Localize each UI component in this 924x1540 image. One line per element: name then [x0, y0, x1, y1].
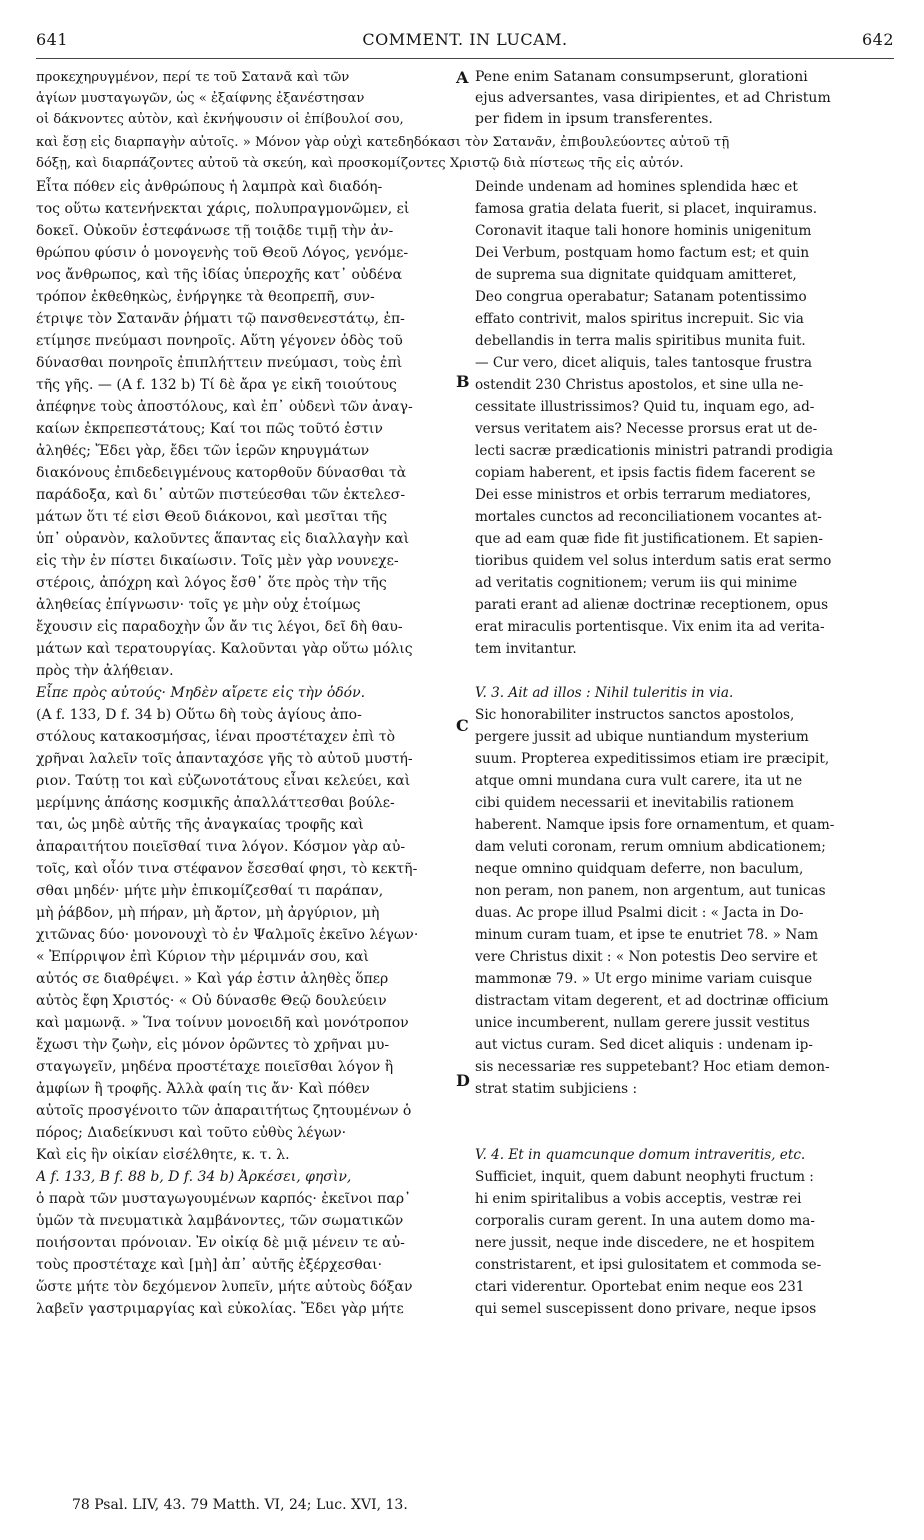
page-number-left: 641 — [36, 30, 69, 49]
text-line: σταγωγεῖν, μηδένα προστέταχε ποιεῖσθαι λόγον ἢ — [36, 1059, 394, 1075]
text-line: θρώπου φύσιν ὁ μονογενὴς τοῦ Θεοῦ Λόγος, γενόμε- — [36, 245, 409, 261]
text-line: pergere jussit ad ubique nuntiandum mysterium — [475, 729, 809, 745]
text-line: τοὺς προστέταχε καὶ [μὴ] ἀπ᾽ αὐτῆς ἐξέρχεσθαι· — [36, 1257, 383, 1273]
text-line: μάτων καὶ τερατουργίας. Καλοῦνται γὰρ οὕτω μόλις — [36, 641, 413, 657]
text-line: strat statim subjiciens : — [475, 1081, 638, 1097]
verse-heading: V. 4. Et in quamcunque domum intraveritis, etc. — [475, 1147, 806, 1163]
text-line: ἀμφίων ἢ τροφῆς. Ἀλλὰ φαίη τις ἄν· Καὶ πόθεν — [36, 1081, 370, 1097]
text-line: ὁ παρὰ τῶν μυσταγωγουμένων καρπός· ἐκεῖνοι παρ᾽ — [36, 1191, 412, 1207]
text-line: copiam haberent, et ipsis factis fidem facerent se — [475, 465, 816, 481]
text-line: Sic honorabiliter instructos sanctos apostolos, — [475, 707, 795, 723]
top-latin-line: Pene enim Satanam consumpserunt, glorationi — [475, 69, 808, 85]
text-line: Coronavit itaque tali honore hominis unigenitum — [475, 223, 812, 239]
text-line: ἔχουσιν εἰς παραδοχὴν ὧν ἄν τις λέγοι, δεῖ δὴ θαυ- — [36, 619, 403, 635]
text-line: νος ἄνθρωπος, καὶ τῆς ἰδίας ὑπεροχῆς κατ᾽ οὐδένα — [36, 267, 403, 283]
text-line: λαβεῖν γαστριμαργίας καὶ εὐκολίας. Ἔδει γὰρ μήτε — [36, 1301, 404, 1317]
top-greek-line-wide: δόξῃ, καὶ διαρπάζοντες αὐτοῦ τὰ σκεύη, καὶ προσκομίζοντες Χριστῷ διὰ πίστεως τῆς εἰς αὐτόν. — [36, 156, 684, 171]
text-line: unice incumberent, nullam gerere jussit vestitus — [475, 1015, 810, 1031]
text-line: παράδοξα, καὶ δι᾽ αὐτῶν πιστεύεσθαι τῶν ἐκτελεσ- — [36, 487, 406, 503]
page-number-right: 642 — [861, 30, 894, 49]
text-line: ὑμῶν τὰ πνευματικὰ λαμβάνοντες, τῶν σωματικῶν — [36, 1213, 404, 1229]
text-line — [475, 1122, 889, 1144]
verse-heading: A f. 133, B f. 88 b, D f. 34 b) Ἀρκέσει, φησὶν, — [36, 1169, 352, 1185]
text-line: ostendit 230 Christus apostolos, et sine ulla ne- — [475, 377, 804, 393]
text-line: ἀπέφηνε τοὺς ἀποστόλους, καὶ ἐπ᾽ οὐδενὶ τῶν ἀναγ- — [36, 399, 413, 415]
text-line: haberent. Namque ipsis fore ornamentum, et quam- — [475, 817, 835, 833]
text-line: hi enim spiritalibus a vobis acceptis, vestræ rei — [475, 1191, 802, 1207]
text-line: ἀπαραιτήτου ποιεῖσθαί τινα λόγον. Κόσμον γὰρ αὐ- — [36, 839, 406, 855]
text-line: lecti sacræ prædicationis ministri patrandi prodigia — [475, 443, 834, 459]
text-line: ἀληθές; Ἔδει γὰρ, ἔδει τῶν ἱερῶν κηρυγμάτων — [36, 443, 370, 459]
top-latin-line: ejus adversantes, vasa diripientes, et ad Christum — [475, 90, 831, 106]
text-line: parati erant ad alienæ doctrinæ receptionem, opus — [475, 597, 829, 613]
text-line: vere Christus dixit : « Non potestis Deo servire et — [475, 949, 818, 965]
text-line: ctari viderentur. Oportebat enim neque eos 231 — [475, 1279, 805, 1295]
running-header — [36, 30, 894, 54]
text-line: Deinde undenam ad homines splendida hæc et — [475, 179, 798, 195]
top-greek-line: ἁγίων μυσταγωγῶν, ὡς « ἐξαίφνης ἐξανέστησαν — [36, 91, 365, 106]
text-line: neque omnino quidquam deferre, non baculum, — [475, 861, 804, 877]
text-line: έτριψε τὸν Σατανᾶν ῥήματι τῷ πανσθενεστάτῳ, ἐπ- — [36, 311, 405, 327]
text-line: μὴ ῥάβδον, μὴ πήραν, μὴ ἄρτον, μὴ ἀργύριον, μὴ — [36, 905, 380, 921]
text-line: τος οὕτω κατενήνεκται χάρις, πολυπραγμονῶμεν, εἰ — [36, 201, 410, 217]
text-line: « Ἐπίρριψον ἐπὶ Κύριον τὴν μέριμνάν σου, καὶ — [36, 949, 369, 965]
text-line: cessitate illustrissimos? Quid tu, inquam ego, ad- — [475, 399, 815, 415]
latin-column — [475, 176, 889, 1320]
text-line: distractam vitam degerent, et ad doctrinæ officium — [475, 993, 829, 1009]
text-line: χιτῶνας δύο· μονονουχὶ τὸ ἐν Ψαλμοῖς ἐκεῖνο λέγων· — [36, 927, 419, 943]
text-line: μάτων ὅτι τέ εἰσι Θεοῦ διάκονοι, καὶ μεσῖται τῆς — [36, 509, 388, 525]
text-line: δοκεῖ. Οὐκοῦν ἐστεφάνωσε τῇ τοιᾷδε τιμῇ τὴν ἀν- — [36, 223, 394, 239]
text-line: minum curam tuam, et ipse te enutriet 78. » Nam — [475, 927, 819, 943]
text-line: ποιήσονται πρόνοιαν. Ἐν οἰκίᾳ δὲ μιᾷ μένειν τε αὐ- — [36, 1235, 405, 1251]
text-line: famosa gratia delata fuerit, si placet, inquiramus. — [475, 201, 818, 217]
text-line: cibi quidem necessarii et inevitabilis rationem — [475, 795, 795, 811]
text-line: sis necessariæ res suppetebant? Hoc etiam demon- — [475, 1059, 830, 1075]
top-greek-line: οἱ δάκνοντες αὐτὸν, καὶ ἐκνήψουσιν οἱ ἐπίβουλοί σου, — [36, 112, 404, 127]
text-line: αὐτὸς ἔφη Χριστός· « Οὐ δύνασθε Θεῷ δουλεύειν — [36, 993, 387, 1009]
text-line: effato contrivit, malos spiritus increpuit. Sic via — [475, 311, 804, 327]
text-line — [475, 1100, 889, 1122]
text-line: ὑπ᾽ οὐρανὸν, καλοῦντες ἅπαντας εἰς διαλλαγὴν καὶ — [36, 531, 410, 547]
text-line: ετίμησε πνεύμασι πονηροῖς. Αὕτη γέγονεν ὁδὸς τοῦ — [36, 333, 403, 349]
text-line: μερίμνης ἁπάσης κοσμικῆς ἀπαλλάττεσθαι βούλε- — [36, 795, 395, 811]
text-line: duas. Ac prope illud Psalmi dicit : « Jacta in Do- — [475, 905, 804, 921]
text-line: Καὶ εἰς ἣν οἰκίαν εἰσέλθητε, κ. τ. λ. — [36, 1147, 290, 1163]
text-line: atque omni mundana cura vult carere, ita ut ne — [475, 773, 803, 789]
footnotes: 78 Psal. LIV, 43. 79 Matth. VI, 24; Luc. XVI, 13. — [72, 1497, 408, 1513]
top-latin-line: per fidem in ipsum transferentes. — [475, 111, 713, 127]
text-line: mammonæ 79. » Ut ergo minime variam cuisque — [475, 971, 813, 987]
text-line: καίων ἐκπρεπεστάτους; Καί τοι πῶς τοῦτό ἐστιν — [36, 421, 383, 437]
text-line: Sufficiet, inquit, quem dabunt neophyti fructum : — [475, 1169, 814, 1185]
text-line: qui semel suscepissent dono privare, neque ipsos — [475, 1301, 817, 1317]
text-line: mortales cunctos ad reconciliationem vocantes at- — [475, 509, 822, 525]
text-line: ὥστε μήτε τὸν δεχόμενον λυπεῖν, μήτε αὐτοὺς δόξαν — [36, 1279, 413, 1295]
text-line: erat miraculis portentisque. Vix enim ita ad verita- — [475, 619, 825, 635]
header-rule — [36, 58, 894, 59]
text-line: αὐτοῖς προσγένοιτο τῶν ἀπαραιτήτως ζητουμένων ὁ — [36, 1103, 412, 1119]
section-marker-c: C — [456, 716, 469, 735]
text-line: χρῆναι λαλεῖν τοῖς ἁπανταχόσε γῆς τὸ αὐτοῦ μυστή- — [36, 751, 413, 767]
text-line: δύνασθαι πονηροῖς ἐπιπλήττειν πνεύμασι, τοὺς ἐπὶ — [36, 355, 403, 371]
text-line: Dei Verbum, postquam homo factum est; et quin — [475, 245, 810, 261]
text-line: suum. Propterea expeditissimos etiam ire præcipit, — [475, 751, 830, 767]
text-line: ad veritatis cognitionem; verum iis qui minime — [475, 575, 798, 591]
text-line: σθαι μηδέν· μήτε μὴν ἐπικομίζεσθαί τι παράπαν, — [36, 883, 384, 899]
text-line: Dei esse ministros et orbis terrarum mediatores, — [475, 487, 812, 503]
running-title: COMMENT. IN LUCAM. — [362, 30, 568, 49]
text-line: nere jussit, neque inde discedere, ne et hospitem — [475, 1235, 815, 1251]
verse-heading: V. 3. Ait ad illos : Nihil tuleritis in via. — [475, 685, 734, 701]
text-line: τῆς γῆς. — (A f. 132 b) Τί δὲ ἄρα γε εἰκῆ τοιούτους — [36, 377, 397, 393]
text-line: versus veritatem ais? Necesse prorsus erat ut de- — [475, 421, 818, 437]
text-line: non peram, non panem, non argentum, aut tunicas — [475, 883, 826, 899]
text-line: αὐτός σε διαθρέψει. » Καὶ γάρ ἐστιν ἀληθὲς ὅπερ — [36, 971, 389, 987]
text-line: debellandis in terra malis spiritibus munita fuit. — [475, 333, 806, 349]
text-line: aut victus curam. Sed dicet aliquis : undenam ip- — [475, 1037, 813, 1053]
text-line: ριον. Ταύτῃ τοι καὶ εὐζωνοτάτους εἶναι κελεύει, καὶ — [36, 773, 411, 789]
top-greek-line-wide: καὶ ἔσῃ εἰς διαρπαγὴν αὐτοῖς. » Μόνον γὰρ οὐχὶ κατεδηδόκασι τὸν Σατανᾶν, ἐπιβουλεύοντες αὐτοῦ τῇ — [36, 135, 730, 150]
text-line: καὶ μαμωνᾷ. » Ἵνα τοίνυν μονοειδῆ καὶ μονότροπον — [36, 1015, 409, 1031]
text-line: πόρος; Διαδείκνυσι καὶ τοῦτο εὐθὺς λέγων· — [36, 1125, 347, 1141]
text-line: de suprema sua dignitate quidquam amitteret, — [475, 267, 797, 283]
text-line: Deo congrua operabatur; Satanam potentissimo — [475, 289, 807, 305]
text-line: que ad eam quæ fide fit justificationem. Et sapien- — [475, 531, 823, 547]
text-line: ται, ὡς μηδὲ αὐτῆς τῆς ἀναγκαίας τροφῆς καὶ — [36, 817, 364, 833]
text-line: dam veluti coronam, rerum omnium abdicationem; — [475, 839, 826, 855]
verse-heading: Εἶπε πρὸς αὐτούς· Μηδὲν αἴρετε εἰς τὴν ὁδόν. — [36, 685, 366, 701]
text-line: ἀληθείας ἐπίγνωσιν· τοῖς γε μὴν οὐχ ἑτοίμως — [36, 597, 361, 613]
text-line: Εἶτα πόθεν εἰς ἀνθρώπους ἡ λαμπρὰ καὶ διαδόη- — [36, 179, 383, 195]
top-greek-line: προκεχηρυγμένον, περί τε τοῦ Σατανᾶ καὶ τῶν — [36, 70, 350, 85]
text-line: tem invitantur. — [475, 641, 577, 657]
section-marker-b: B — [456, 372, 470, 391]
text-line: corporalis curam gerent. In una autem domo ma- — [475, 1213, 815, 1229]
section-marker-d: D — [456, 1071, 470, 1090]
text-line: στόλους κατακοσμήσας, ἰέναι προστέταχεν ἐπὶ τὸ — [36, 729, 395, 745]
text-line: ἔχωσι τὴν ζωὴν, εἰς μόνον ὁρῶντες τὸ χρῆναι μυ- — [36, 1037, 390, 1053]
text-line: τρόπον ἐκθεθηκὼς, ἐνήργηκε τὰ θεοπρεπῆ, συν- — [36, 289, 375, 305]
text-line: εἰς τὴν ἐν πίστει δικαίωσιν. Τοῖς μὲν γὰρ νουνεχε- — [36, 553, 399, 569]
text-line: tioribus quidem vel solus interdum satis erat sermo — [475, 553, 832, 569]
text-line: τοῖς, καὶ οἷόν τινα στέφανον ἔσεσθαί φησι, τὸ κεκτῆ- — [36, 861, 418, 877]
section-marker-a: A — [456, 68, 469, 87]
text-line: πρὸς τὴν ἀλήθειαν. — [36, 663, 174, 679]
text-line: — Cur vero, dicet aliquis, tales tantosque frustra — [475, 355, 813, 371]
text-line: (A f. 133, D f. 34 b) Οὕτω δὴ τοὺς ἁγίους ἀπο- — [36, 707, 362, 723]
text-line: constristarent, et ipsi gulositatem et commoda se- — [475, 1257, 822, 1273]
text-line: διακόνους ἐπιδεδειγμένους κατορθοῦν δύνασθαι τὰ — [36, 465, 407, 481]
text-line: στέροις, ἀπόχρη καὶ λόγος ἔσθ᾽ ὅτε πρὸς τὴν τῆς — [36, 575, 387, 591]
greek-column — [36, 176, 452, 1320]
text-line — [475, 660, 889, 682]
